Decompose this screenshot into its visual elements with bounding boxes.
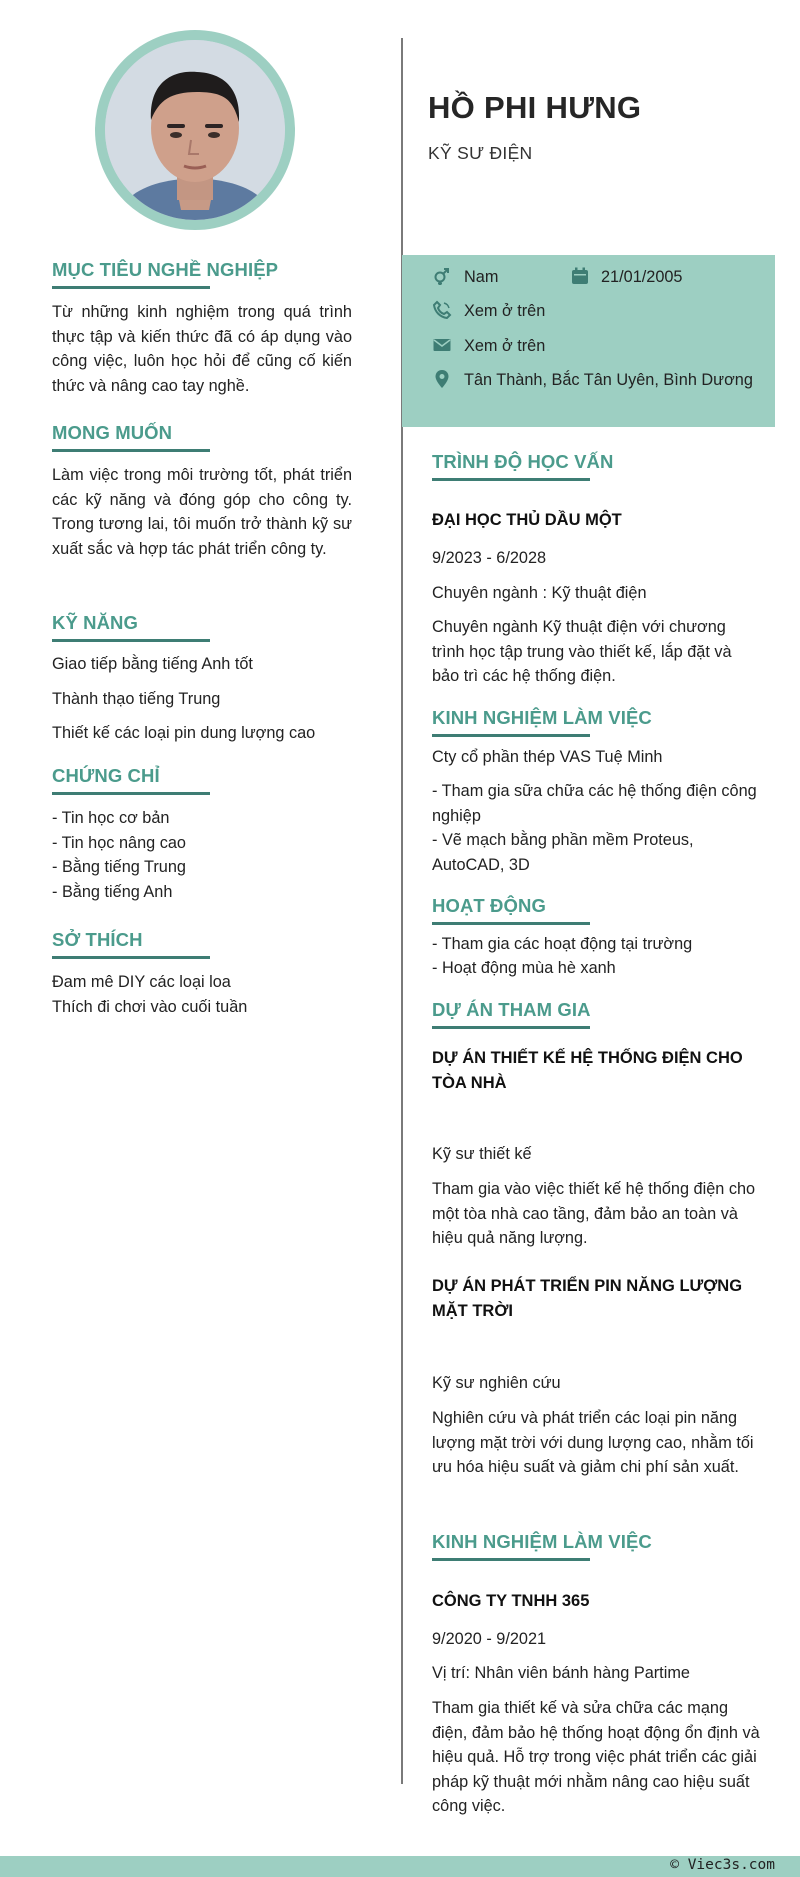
experience-company: CÔNG TY TNHH 365 <box>432 1592 590 1610</box>
avatar <box>105 40 285 220</box>
skills-heading: KỸ NĂNG <box>52 612 210 642</box>
education-period: 9/2023 - 6/2028 <box>432 549 547 567</box>
certificate-item: - Bằng tiếng Anh <box>52 883 173 901</box>
activity-item: - Hoạt động mùa hè xanh <box>432 959 616 977</box>
phone-value: Xem ở trên <box>464 302 546 320</box>
birthdate-value: 21/01/2005 <box>601 268 683 286</box>
desire-text: Làm việc trong môi trường tốt, phát triển các kỹ năng và đóng góp cho công ty. Trong tương lai, tôi muốn trở thành kỹ sư xuất sắc và hợp tác phát triển công ty. <box>52 466 352 558</box>
experience-description: Tham gia thiết kế và sửa chữa các mạng điện, đảm bảo hệ thống hoạt động ổn định và hiệu quả. Hỗ trợ trong việc phát triển các giải pháp kỹ thuật mới nhằm nâng cao hiệu suất công việc. <box>432 1699 760 1816</box>
gender-value: Nam <box>464 268 499 286</box>
project-description: Nghiên cứu và phát triển các loại pin năng lượng mặt trời với dung lượng cao, nhằm tối ưu hóa hiệu suất và giảm chi phí sản xuất. <box>432 1409 754 1477</box>
project-description: Tham gia vào việc thiết kế hệ thống điện cho một tòa nhà cao tầng, đảm bảo an toàn và hiệu quả năng lượng. <box>432 1180 756 1248</box>
skill-item: Thành thạo tiếng Trung <box>52 690 221 708</box>
experience-company: Cty cổ phần thép VAS Tuệ Minh <box>432 748 663 766</box>
heading-underline <box>432 1558 590 1561</box>
email-icon <box>432 335 452 355</box>
heading-underline <box>52 286 210 289</box>
hobby-item: Đam mê DIY các loại loa <box>52 973 231 991</box>
project-role: Kỹ sư thiết kế <box>432 1145 532 1163</box>
heading-underline <box>432 1026 590 1029</box>
objective-heading: MỤC TIÊU NGHỀ NGHIỆP <box>52 259 278 289</box>
portrait-illustration <box>105 40 285 220</box>
calendar-icon <box>570 266 590 286</box>
projects-heading: DỰ ÁN THAM GIA <box>432 999 591 1029</box>
email-value: Xem ở trên <box>464 337 546 355</box>
heading-underline <box>52 449 210 452</box>
certificate-item: - Bằng tiếng Trung <box>52 858 186 876</box>
heading-underline <box>432 922 590 925</box>
heading-underline <box>432 734 590 737</box>
experience-heading: KINH NGHIỆM LÀM VIỆC <box>432 1531 652 1561</box>
experience-heading: KINH NGHIỆM LÀM VIỆC <box>432 707 652 737</box>
experience-period: 9/2020 - 9/2021 <box>432 1630 547 1648</box>
activity-item: - Tham gia các hoạt động tại trường <box>432 935 693 953</box>
desire-heading: MONG MUỐN <box>52 422 210 452</box>
skill-item: Thiết kế các loại pin dung lượng cao <box>52 724 316 742</box>
certificates-heading: CHỨNG CHỈ <box>52 765 210 795</box>
project-role: Kỹ sư nghiên cứu <box>432 1374 561 1392</box>
heading-underline <box>432 478 590 481</box>
gender-icon <box>432 266 452 286</box>
certificate-item: - Tin học cơ bản <box>52 809 170 827</box>
watermark: © Viec3s.com <box>670 1857 775 1873</box>
education-heading: TRÌNH ĐỘ HỌC VẤN <box>432 451 613 481</box>
project-name: DỰ ÁN THIẾT KẾ HỆ THỐNG ĐIỆN CHO TÒA NHÀ <box>432 1049 743 1092</box>
candidate-name: HỒ PHI HƯNG <box>428 90 642 125</box>
skill-item: Giao tiếp bằng tiếng Anh tốt <box>52 655 253 673</box>
experience-item: - Vẽ mạch bằng phần mềm Proteus, AutoCAD, 3D <box>432 831 694 874</box>
address-value: Tân Thành, Bắc Tân Uyên, Bình Dương <box>464 371 753 389</box>
location-icon <box>432 369 452 389</box>
education-description: Chuyên ngành Kỹ thuật điện với chương trình học tập trung vào thiết kế, lắp đặt và bảo trì các hệ thống điện. <box>432 618 732 686</box>
experience-position: Vị trí: Nhân viên bánh hàng Partime <box>432 1664 690 1682</box>
education-major: Chuyên ngành : Kỹ thuật điện <box>432 584 647 602</box>
contact-panel <box>402 255 775 427</box>
candidate-job-title: KỸ SƯ ĐIỆN <box>428 143 533 163</box>
certificate-item: - Tin học nâng cao <box>52 834 186 852</box>
objective-text: Từ những kinh nghiệm trong quá trình thực tập và kiến thức đã có áp dụng vào công việc, luôn học hỏi để cũng cố kiến thức và nâng cao tay nghề. <box>52 303 352 395</box>
heading-underline <box>52 792 210 795</box>
hobbies-heading: SỞ THÍCH <box>52 929 210 959</box>
phone-icon <box>432 300 452 320</box>
footer-bar <box>0 1856 800 1877</box>
heading-underline <box>52 956 210 959</box>
experience-item: - Tham gia sữa chữa các hệ thống điện công nghiệp <box>432 782 757 825</box>
heading-underline <box>52 639 210 642</box>
activities-heading: HOẠT ĐỘNG <box>432 895 590 925</box>
project-name: DỰ ÁN PHÁT TRIỂN PIN NĂNG LƯỢNG MẶT TRỜI <box>432 1277 743 1320</box>
avatar-frame <box>95 30 295 230</box>
school-name: ĐẠI HỌC THỦ DẦU MỘT <box>432 511 622 529</box>
hobby-item: Thích đi chơi vào cuối tuần <box>52 998 248 1016</box>
